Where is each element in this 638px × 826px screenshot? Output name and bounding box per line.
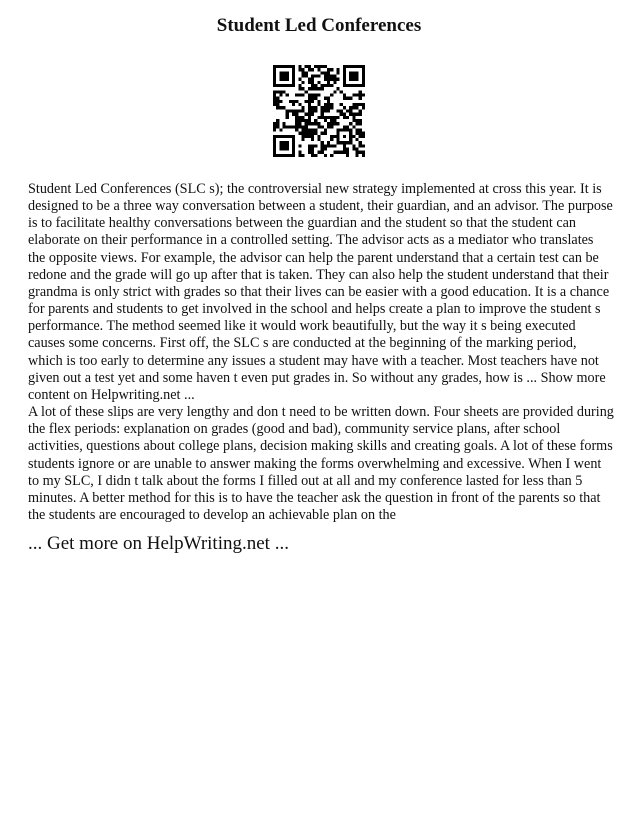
qr-code-icon — [273, 65, 365, 157]
article-body — [28, 181, 614, 524]
paragraph-1: Student Led Conferences (SLC s); the controversial new strategy implemented at cross this year. It is designed to be a three way conversation between a student, their guardian, and an advisor. The purpose is to facilitate healthy conversations between the guardian and the student so that the student can elaborate on their performance in a controlled setting. The advisor acts as a mediator who translates the opposite views. For example, the advisor can help the parent understand that a certain test can be redone and the grade will go up after that is taken. They can also help the student understand that their grandma is only strict with grades so that their lives can be easier with a good education. It is a chance for parents and students to get involved in the school and helps create a plan to improve the student s performance. The method seemed like it would work beautifully, but the way it s being executed causes some concerns. First off, the SLC s are conducted at the beginning of the marking period, which is too early to determine any issues a student may have with a teacher. Most teachers have not given out a test yet and some haven t even put grades in. So without any grades, how is ... Show more content on Helpwriting.net ... — [28, 181, 613, 403]
paragraph-2: A lot of these slips are very lengthy and don t need to be written down. Four sheets are provided during the flex periods: explanation on grades (good and bad), community service plans, after school activities, questions about college plans, decision making skills and creating goals. A lot of these forms students ignore or are unable to answer making the forms overwhelming and excessive. When I went to my SLC, I didn t talk about the forms I filled out at all and my conference lasted for less than 5 minutes. A better method for this is to have the teacher ask the question in front of the parents so that the students are encouraged to develop an achievable plan on the — [28, 404, 614, 523]
document-title: Student Led Conferences — [216, 15, 422, 36]
get-more-link[interactable]: ... Get more on HelpWriting.net ... — [28, 533, 289, 554]
